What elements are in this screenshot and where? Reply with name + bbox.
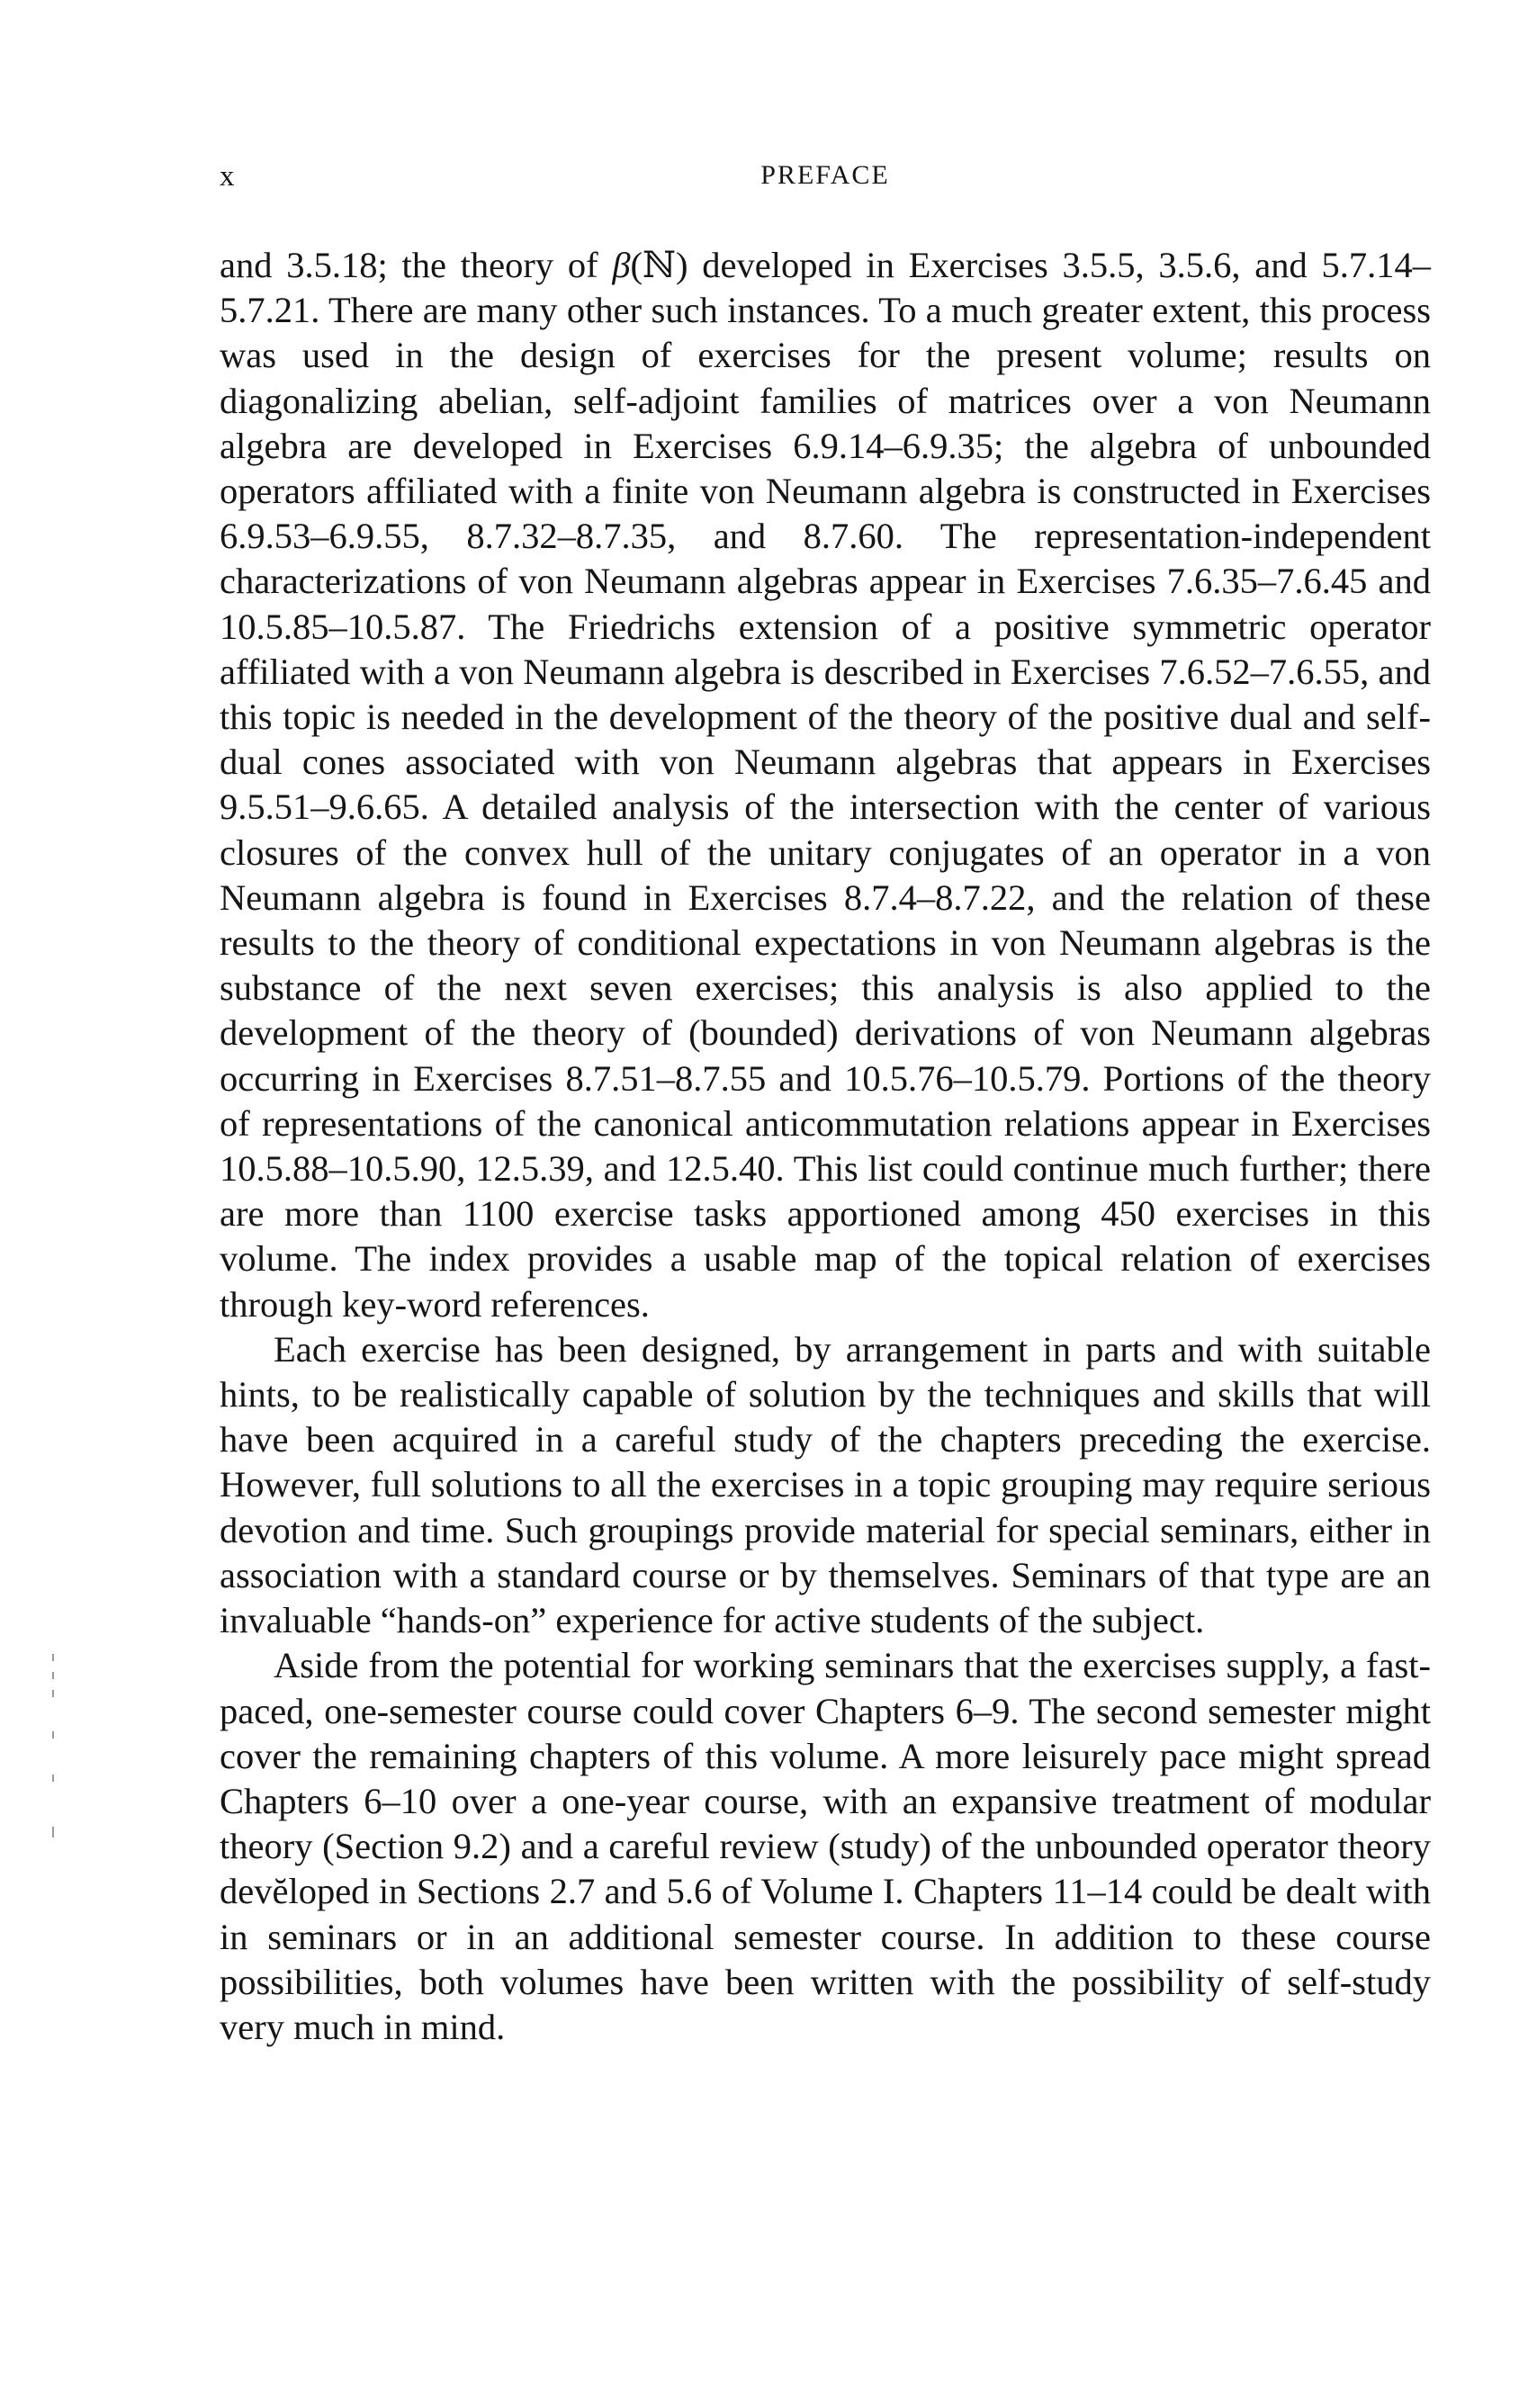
paragraph-3: Aside from the potential for working seminars that the exercises supply, a fast-paced, one-semester course could cover Chapters 6–9. The second semester might cover the remaining chapters of this volume. A more leisurely pace might spread Chapters 6–10 over a one-year course, with an expansive treatment of modular theory (Section 9.2) and a careful review (study) of the unbounded operator theory devĕloped in Sections 2.7 and 5.6 of Volume I. Chapters 11–14 could be dealt with in seminars or in an additional semester course. In addition to these course possibilities, both volumes have been written with the possibility of self-study very much in mind. (220, 1645, 1431, 2047)
paragraph-1 (220, 243, 1431, 1327)
margin-mark (52, 1672, 54, 1679)
margin-mark (52, 1731, 54, 1739)
body-text (220, 243, 1431, 2050)
running-head: PREFACE (760, 160, 890, 190)
margin-mark (52, 1654, 54, 1661)
paragraph-1-rest: (ℕ) developed in Exercises 3.5.5, 3.5.6, and 5.7.14–5.7.21. There are many other such instances. To a much greater extent, this process was used in the design of exercises for the present volume; results on diagonalizing abelian, self-adjoint families of matrices over a von Neumann algebra are developed in Exercises 6.9.14–6.9.35; the algebra of unbounded operators affiliated with a finite von Neumann algebra is constructed in Exercises 6.9.53–6.9.55, 8.7.32–8.7.35, and 8.7.60. The representation-independent characterizations of von Neumann algebras appear in Exercises 7.6.35–7.6.45 and 10.5.85–10.5.87. The Friedrichs extension of a positive symmetric operator affiliated with a von Neumann algebra is described in Exercises 7.6.52–7.6.55, and this topic is needed in the development of the theory of the positive dual and self-dual cones associated with von Neumann algebras that appears in Exercises 9.5.51–9.6.65. A detailed analysis of the intersection with the center of various closures of the convex hull of the unitary conjugates of an operator in a von Neumann algebra is found in Exercises 8.7.4–8.7.22, and the relation of these results to the theory of conditional expectations in von Neumann algebras is the substance of the next seven exercises; this analysis is also applied to the development of the theory of (bounded) derivations of von Neumann algebras occurring in Exercises 8.7.51–8.7.55 and 10.5.76–10.5.79. Portions of the theory of representations of the canonical anticommutation relations appear in Exercises 10.5.88–10.5.90, 12.5.39, and 12.5.40. This list could continue much further; there are more than 1100 exercise tasks apportioned among 450 exercises in this volume. The index provides a usable map of the topical relation of exercises through key-word references. (220, 245, 1431, 1325)
page-header (220, 160, 1431, 205)
page-number: x (220, 160, 236, 193)
paragraph-2: Each exercise has been designed, by arrangement in parts and with suitable hints, to be realistically capable of solution by the techniques and skills that will have been acquired in a careful study of the chapters preceding the exercise. However, full solutions to all the exercises in a topic grouping may require serious devotion and time. Such groupings provide material for special seminars, either in association with a standard course or by themselves. Seminars of that type are an invaluable “hands-on” experience for active students of the subject. (220, 1328, 1431, 1641)
margin-mark (52, 1775, 54, 1782)
margin-mark (52, 1690, 54, 1697)
beta-symbol: β (612, 245, 631, 285)
margin-mark (52, 1827, 54, 1837)
paragraph-1-start: and 3.5.18; the theory of (220, 245, 613, 285)
